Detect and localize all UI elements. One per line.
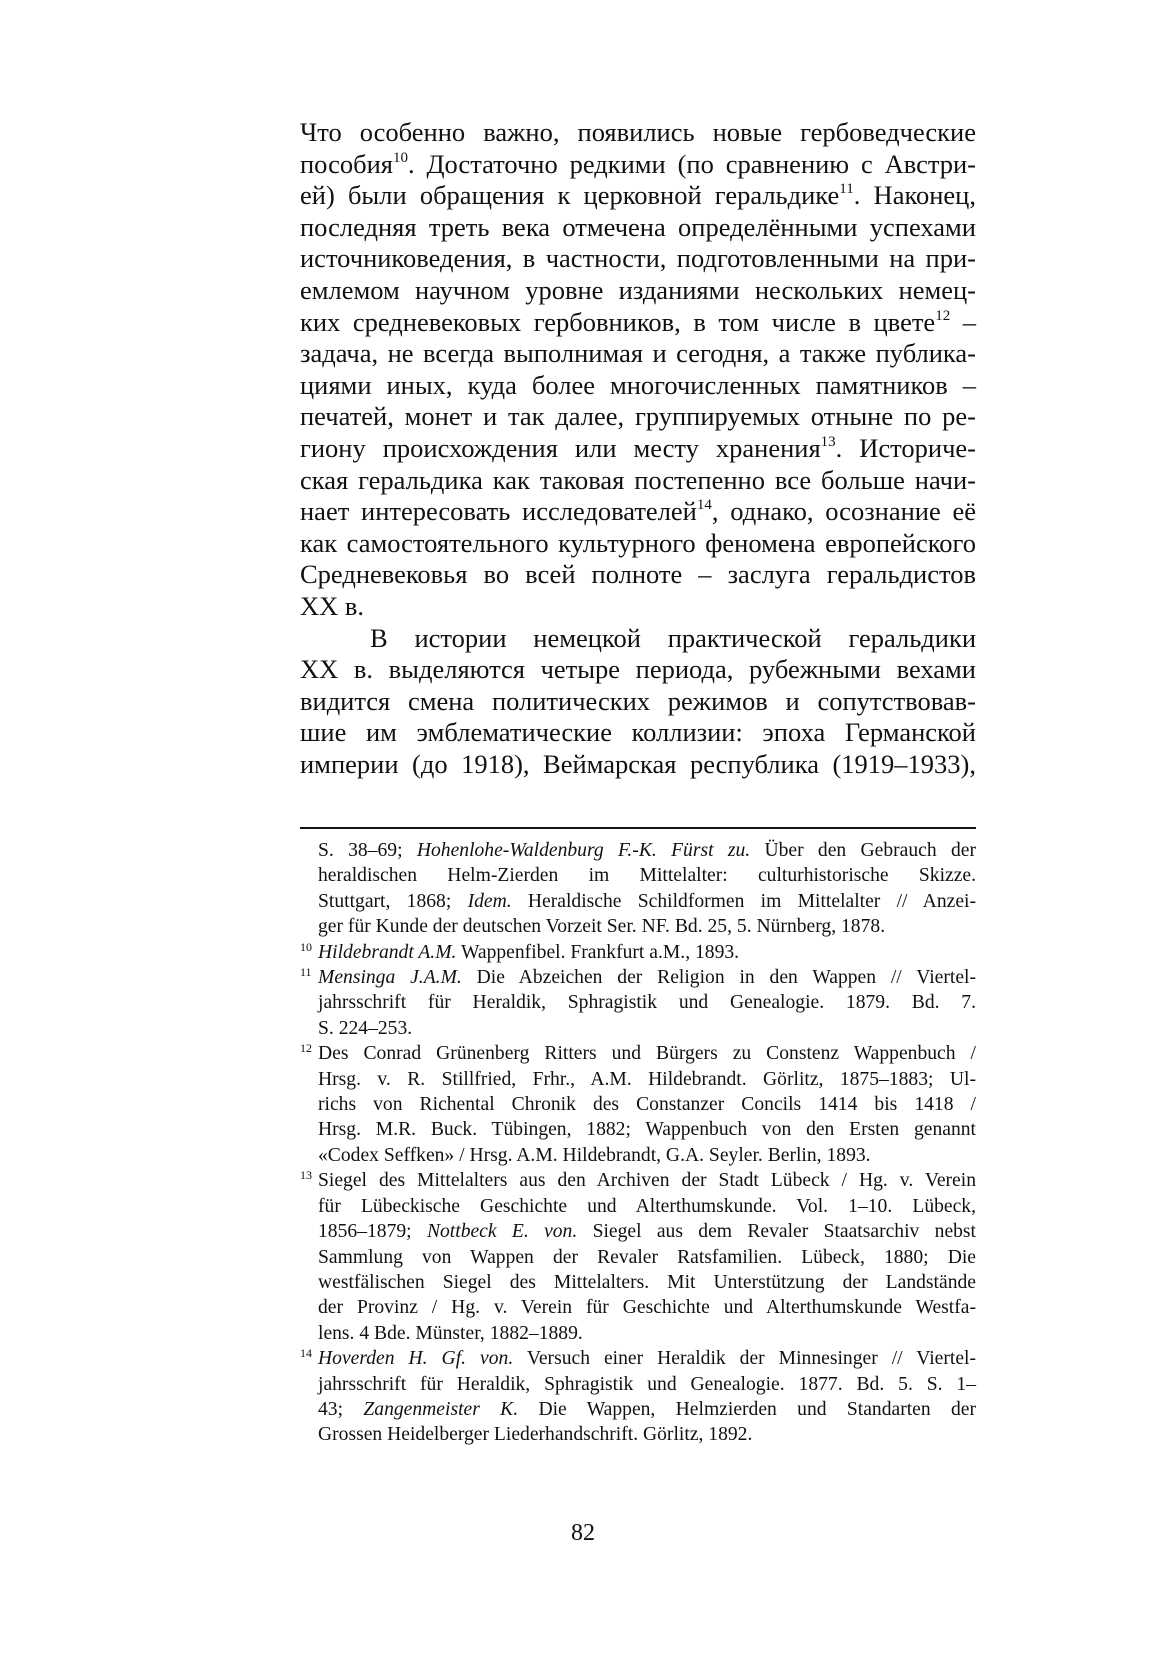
footnote-line: Hrsg. v. R. Stillfried, Frhr., A.M. Hildebrandt. Görlitz, 1875–1883; Ul- [318, 1068, 976, 1090]
footnote-line: 12 Des Conrad Grünenberg Ritters und Bürgers zu Constenz Wappenbuch / [300, 1041, 976, 1065]
footnote-line: richs von Richental Chronik des Constanzer Concils 1414 bis 1418 / [318, 1094, 976, 1116]
footnote-line: der Provinz / Hg. v. Verein für Geschichte und Alterthumskunde Westfa- [318, 1297, 976, 1319]
footnote-continuation [300, 838, 976, 940]
footnote-line: S. 38–69; Hohenlohe-Waldenburg F.-K. Fürst zu. Über den Gebrauch der [318, 840, 976, 861]
footnote-line: lens. 4 Bde. Münster, 1882–1889. [318, 1322, 583, 1344]
footnote-line: 13 Siegel des Mittelalters aus den Archiven der Stadt Lübeck / Hg. v. Verein [300, 1168, 976, 1192]
footnote-ref: 14 [696, 497, 712, 514]
text-line: XX в. [300, 590, 365, 621]
footnote-11 [300, 965, 976, 1041]
footnote-line: jahrsschrift für Heraldik, Sphragistik und Genealogie. 1879. Bd. 7. [318, 992, 976, 1014]
footnote-14 [300, 1346, 976, 1448]
text-line: В истории немецкой практической геральдики [370, 622, 976, 653]
footnote-line: Hrsg. M.R. Buck. Tübingen, 1882; Wappenbuch von den Ersten genannt [318, 1119, 976, 1141]
footnotes [300, 838, 976, 1448]
footnote-line: 14 Hoverden H. Gf. von. Versuch einer Heraldik der Minnesinger // Viertel- [300, 1346, 976, 1370]
footnote-ref: 10 [392, 149, 408, 166]
footnote-10 [300, 940, 976, 965]
page-number: 82 [571, 1520, 595, 1546]
text-line: источниковедения, в частности, подготовленными на при- [300, 243, 976, 274]
text-line: циями иных, куда более многочисленных памятников – [300, 369, 976, 400]
footnote-line: 43; Zangenmeister K. Die Wappen, Helmzierden und Standarten der [318, 1398, 977, 1420]
footnote-13 [300, 1168, 976, 1346]
text-line: ская геральдика как таковая постепенно все больше начи- [300, 464, 976, 495]
footnote-line: für Lübeckische Geschichte und Alterthumskunde. Vol. 1–10. Lübeck, [318, 1195, 976, 1217]
footnote-line: Stuttgart, 1868; Idem. Heraldische Schildformen im Mittelalter // Anzei- [318, 890, 976, 912]
text-line: последняя треть века отмечена определёнными успехами [300, 211, 976, 242]
paragraph-2 [300, 623, 976, 781]
text-line: Средневековья во всей полноте – заслуга геральдистов [300, 559, 976, 590]
text-line: нает интересовать исследователей$^{14}$, однако, осознание её [300, 496, 976, 527]
footnote-12 [300, 1041, 976, 1168]
footnote-line: Grossen Heidelberger Liederhandschrift. Görlitz, 1892. [318, 1424, 753, 1446]
footnote-line: 10 Hildebrandt A.M. Wappenfibel. Frankfurt a.M., 1893. [300, 939, 740, 963]
footnote-line: Sammlung von Wappen der Revaler Ratsfamilien. Lübeck, 1880; Die [318, 1246, 976, 1268]
footnote-ref: 11 [839, 181, 854, 198]
footnote-line: S. 224–253. [318, 1017, 413, 1039]
footnote-line: jahrsschrift für Heraldik, Sphragistik und Genealogie. 1877. Bd. 5. S. 1– [318, 1373, 976, 1395]
footnote-line: 1856–1879; Nottbeck E. von. Siegel aus dem Revaler Staatsarchiv nebst [318, 1221, 977, 1243]
text-line: ких средневековых гербовников, в том числе в цвете$^{12}$ – [300, 306, 977, 337]
text-line: гиону происхождения или месту хранения$^{13}$. Историче- [300, 432, 976, 463]
text-line: видится смена политических режимов и сопутствовав- [300, 685, 976, 716]
footnote-separator [300, 827, 976, 829]
text-line: Что особенно важно, появились новые гербоведческие [300, 117, 976, 147]
text-line: печатей, монет и так далее, группируемых отныне по ре- [300, 401, 976, 432]
footnote-line: 11 Mensinga J.A.M. Die Abzeichen der Religion in den Wappen // Viertel- [300, 965, 976, 989]
text-line: шие им эмблематические коллизии: эпоха Германской [300, 717, 976, 748]
footnote-ref: 12 [935, 307, 951, 324]
text-line: XX в. выделяются четыре периода, рубежными вехами [300, 654, 976, 685]
footnote-line: «Codex Seffken» / Hrsg. A.M. Hildebrandt, G.A. Seyler. Berlin, 1893. [318, 1144, 871, 1166]
text-line: пособия$^{10}$. Достаточно редкими (по сравнению с Австри- [300, 148, 976, 179]
text-line: емлемом научном уровне изданиями нескольких немец- [300, 274, 976, 305]
footnote-ref: 13 [820, 433, 836, 450]
paragraph-1 [300, 117, 976, 623]
footnote-line: westfälischen Siegel des Mittelalters. Mit Unterstützung der Landstände [318, 1271, 976, 1293]
text-line: задача, не всегда выполнимая и сегодня, а также публика- [300, 338, 976, 369]
footnote-line: ger für Kunde der deutschen Vorzeit Ser. NF. Bd. 25, 5. Nürnberg, 1878. [318, 916, 886, 938]
text-line: ей) были обращения к церковной геральдике$^{11}$. Наконец, [300, 180, 976, 211]
text-line: как самостоятельного культурного феномена европейского [300, 527, 976, 558]
text-line: империи (до 1918), Веймарская республика (1919–1933), [300, 748, 976, 779]
footnote-line: heraldischen Helm-Zierden im Mittelalter: culturhistorische Skizze. [318, 865, 976, 887]
main-text [300, 117, 976, 780]
